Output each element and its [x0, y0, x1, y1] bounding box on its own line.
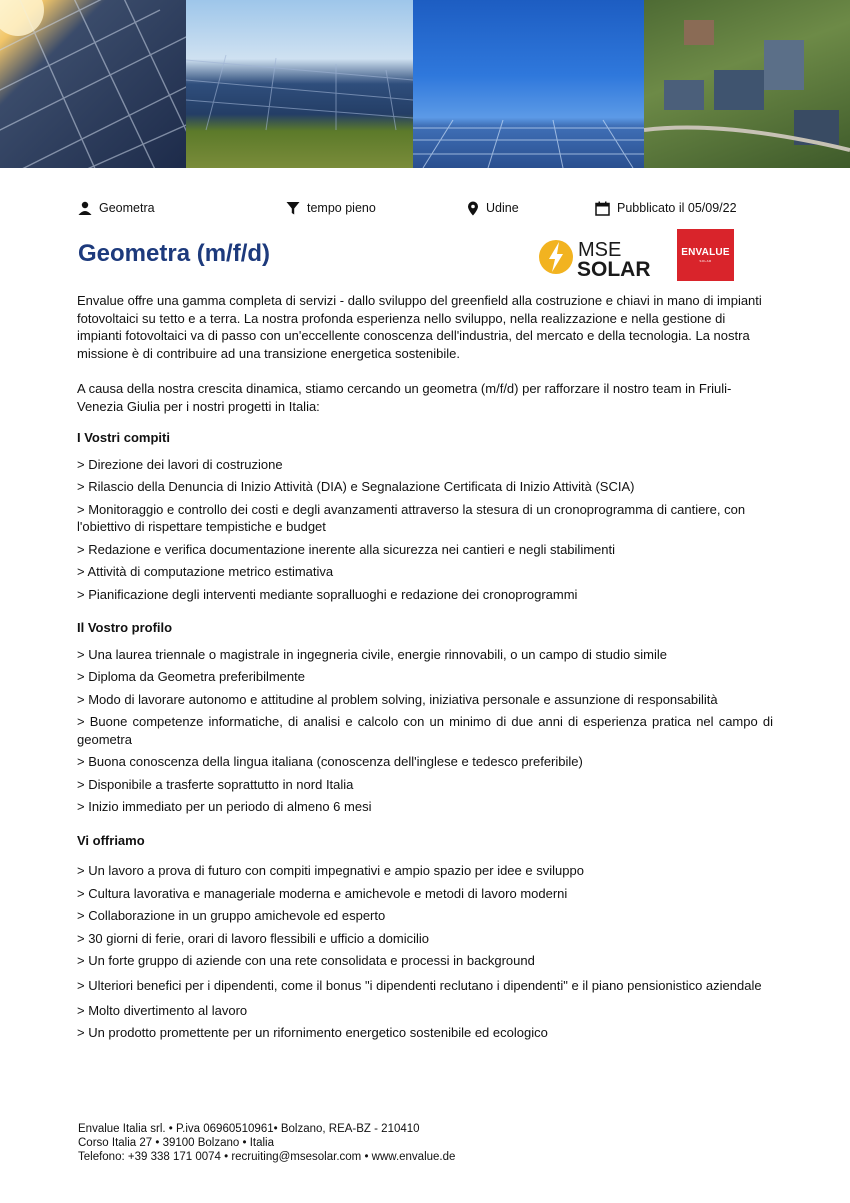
list-item: > Diploma da Geometra preferibilmente	[77, 669, 305, 684]
meta-role	[78, 199, 155, 217]
list-item: > Ulteriori benefici per i dipendenti, come il bonus "i dipendenti reclutano i dipendenti" e il piano pensionistico aziendale	[77, 977, 762, 993]
list-item: > Inizio immediato per un periodo di almeno 6 mesi	[77, 799, 372, 814]
profile-heading: Il Vostro profilo	[77, 620, 173, 635]
list-item: > Collaborazione in un gruppo amichevole ed esperto	[77, 908, 386, 923]
list-item: > Pianificazione degli interventi mediante sopralluoghi e redazione dei cronoprogrammi	[77, 586, 578, 602]
meta-published-text: Pubblicato il 05/09/22	[617, 201, 737, 215]
list-item: > Redazione e verifica documentazione inerente alla sicurezza nei cantieri e negli stabilimenti	[77, 541, 615, 557]
job-description	[77, 292, 773, 1047]
intro-paragraph-2: A causa della nostra crescita dinamica, stiamo cercando un geometra (m/f/d) per rafforzare il nostro team in Friuli-Venezia Giulia per i nostri progetti in Italia:	[77, 381, 732, 414]
page-title: Geometra (m/f/d)	[78, 240, 271, 267]
list-item: > Cultura lavorativa e manageriale moderna e amichevole e metodi di lavoro moderni	[77, 885, 568, 901]
list-item: > Un lavoro a prova di futuro con compiti impegnativi e ampio spazio per idee e sviluppo	[77, 863, 584, 878]
list-item: > Molto divertimento al lavoro	[77, 1002, 248, 1018]
list-item: > Un forte gruppo di aziende con una rete consolidata e processi in background	[77, 953, 535, 968]
meta-role-text: Geometra	[99, 201, 155, 215]
banner-photo-aerial-rooftops	[644, 0, 850, 168]
meta-contract-text: tempo pieno	[307, 201, 376, 215]
banner-photo-solar-panels-sunset	[0, 0, 186, 168]
banner-photo-solar-panel-sky	[413, 0, 644, 168]
mse-logo-line2: SOLAR	[577, 258, 651, 279]
mse-solar-logo	[538, 235, 662, 279]
meta-published	[595, 199, 737, 217]
list-item: > Modo di lavorare autonomo e attitudine al problem solving, iniziativa personale e assunzione di responsabilità	[77, 691, 718, 707]
mse-logo-line1: MSE	[578, 239, 622, 261]
intro-paragraph-1: Envalue offre una gamma completa di servizi - dallo sviluppo del greenfield alla costruzione e chiavi in mano di impianti fotovoltaici su tetto e a terra. La nostra profonda esperienza nello sviluppo, nella realizzazione e nella gestione di impianti fotovoltaici va di passo con un'eccellente conoscenza dell'industria, del mercato e della tecnologia. La nostra missione è di contribuire ad una transizione energetica sostenibile.	[77, 293, 762, 361]
list-item: > Disponibile a trasferte soprattutto in nord Italia	[77, 776, 354, 792]
list-item: > Buone competenze informatiche, di analisi e calcolo con un minimo di due anni di esperienza pratica nel campo di geometra	[77, 714, 773, 747]
calendar-icon	[595, 201, 610, 216]
envalue-logo	[677, 229, 734, 281]
envalue-logo-subtext: SOLAR	[699, 259, 712, 263]
list-item: > Direzione dei lavori di costruzione	[77, 456, 283, 472]
tasks-heading: I Vostri compiti	[77, 430, 170, 445]
offer-heading: Vi offriamo	[77, 832, 145, 848]
list-item: > Una laurea triennale o magistrale in ingegneria civile, energie rinnovabili, o un campo di studio simile	[77, 646, 668, 662]
footer-company-line: Envalue Italia srl. • P.iva 06960510961• Bolzano, REA-BZ - 210410	[78, 1123, 420, 1135]
header-banner	[0, 0, 850, 168]
list-item: > Buona conoscenza della lingua italiana (conoscenza dell'inglese e tedesco preferibile)	[77, 754, 583, 769]
filter-icon	[286, 201, 300, 215]
meta-location-text: Udine	[486, 201, 519, 215]
envalue-logo-text: ENVALUE	[681, 247, 730, 258]
list-item: > 30 giorni di ferie, orari di lavoro flessibili e ufficio a domicilio	[77, 930, 430, 946]
list-item: > Attività di computazione metrico estimativa	[77, 564, 334, 579]
footer-contact-line: Telefono: +39 338 171 0074 • recruiting@msesolar.com • www.envalue.de	[78, 1151, 456, 1163]
meta-contract	[286, 199, 376, 217]
banner-photo-solar-field	[186, 0, 413, 168]
list-item: > Un prodotto promettente per un rifornimento energetico sostenibile ed ecologico	[77, 1025, 548, 1040]
meta-location	[467, 199, 519, 217]
person-icon	[78, 201, 92, 215]
list-item: > Monitoraggio e controllo dei costi e degli avanzamenti attraverso la stesura di un cronoprogramma di cantiere, con l'obiettivo di rispettare tempistiche e budget	[77, 501, 746, 534]
footer-address-line: Corso Italia 27 • 39100 Bolzano • Italia	[78, 1137, 275, 1149]
list-item: > Rilascio della Denuncia di Inizio Attività (DIA) e Segnalazione Certificata di Inizio Attività (SCIA)	[77, 479, 635, 494]
map-pin-icon	[467, 201, 479, 216]
footer-contact	[78, 1122, 455, 1164]
